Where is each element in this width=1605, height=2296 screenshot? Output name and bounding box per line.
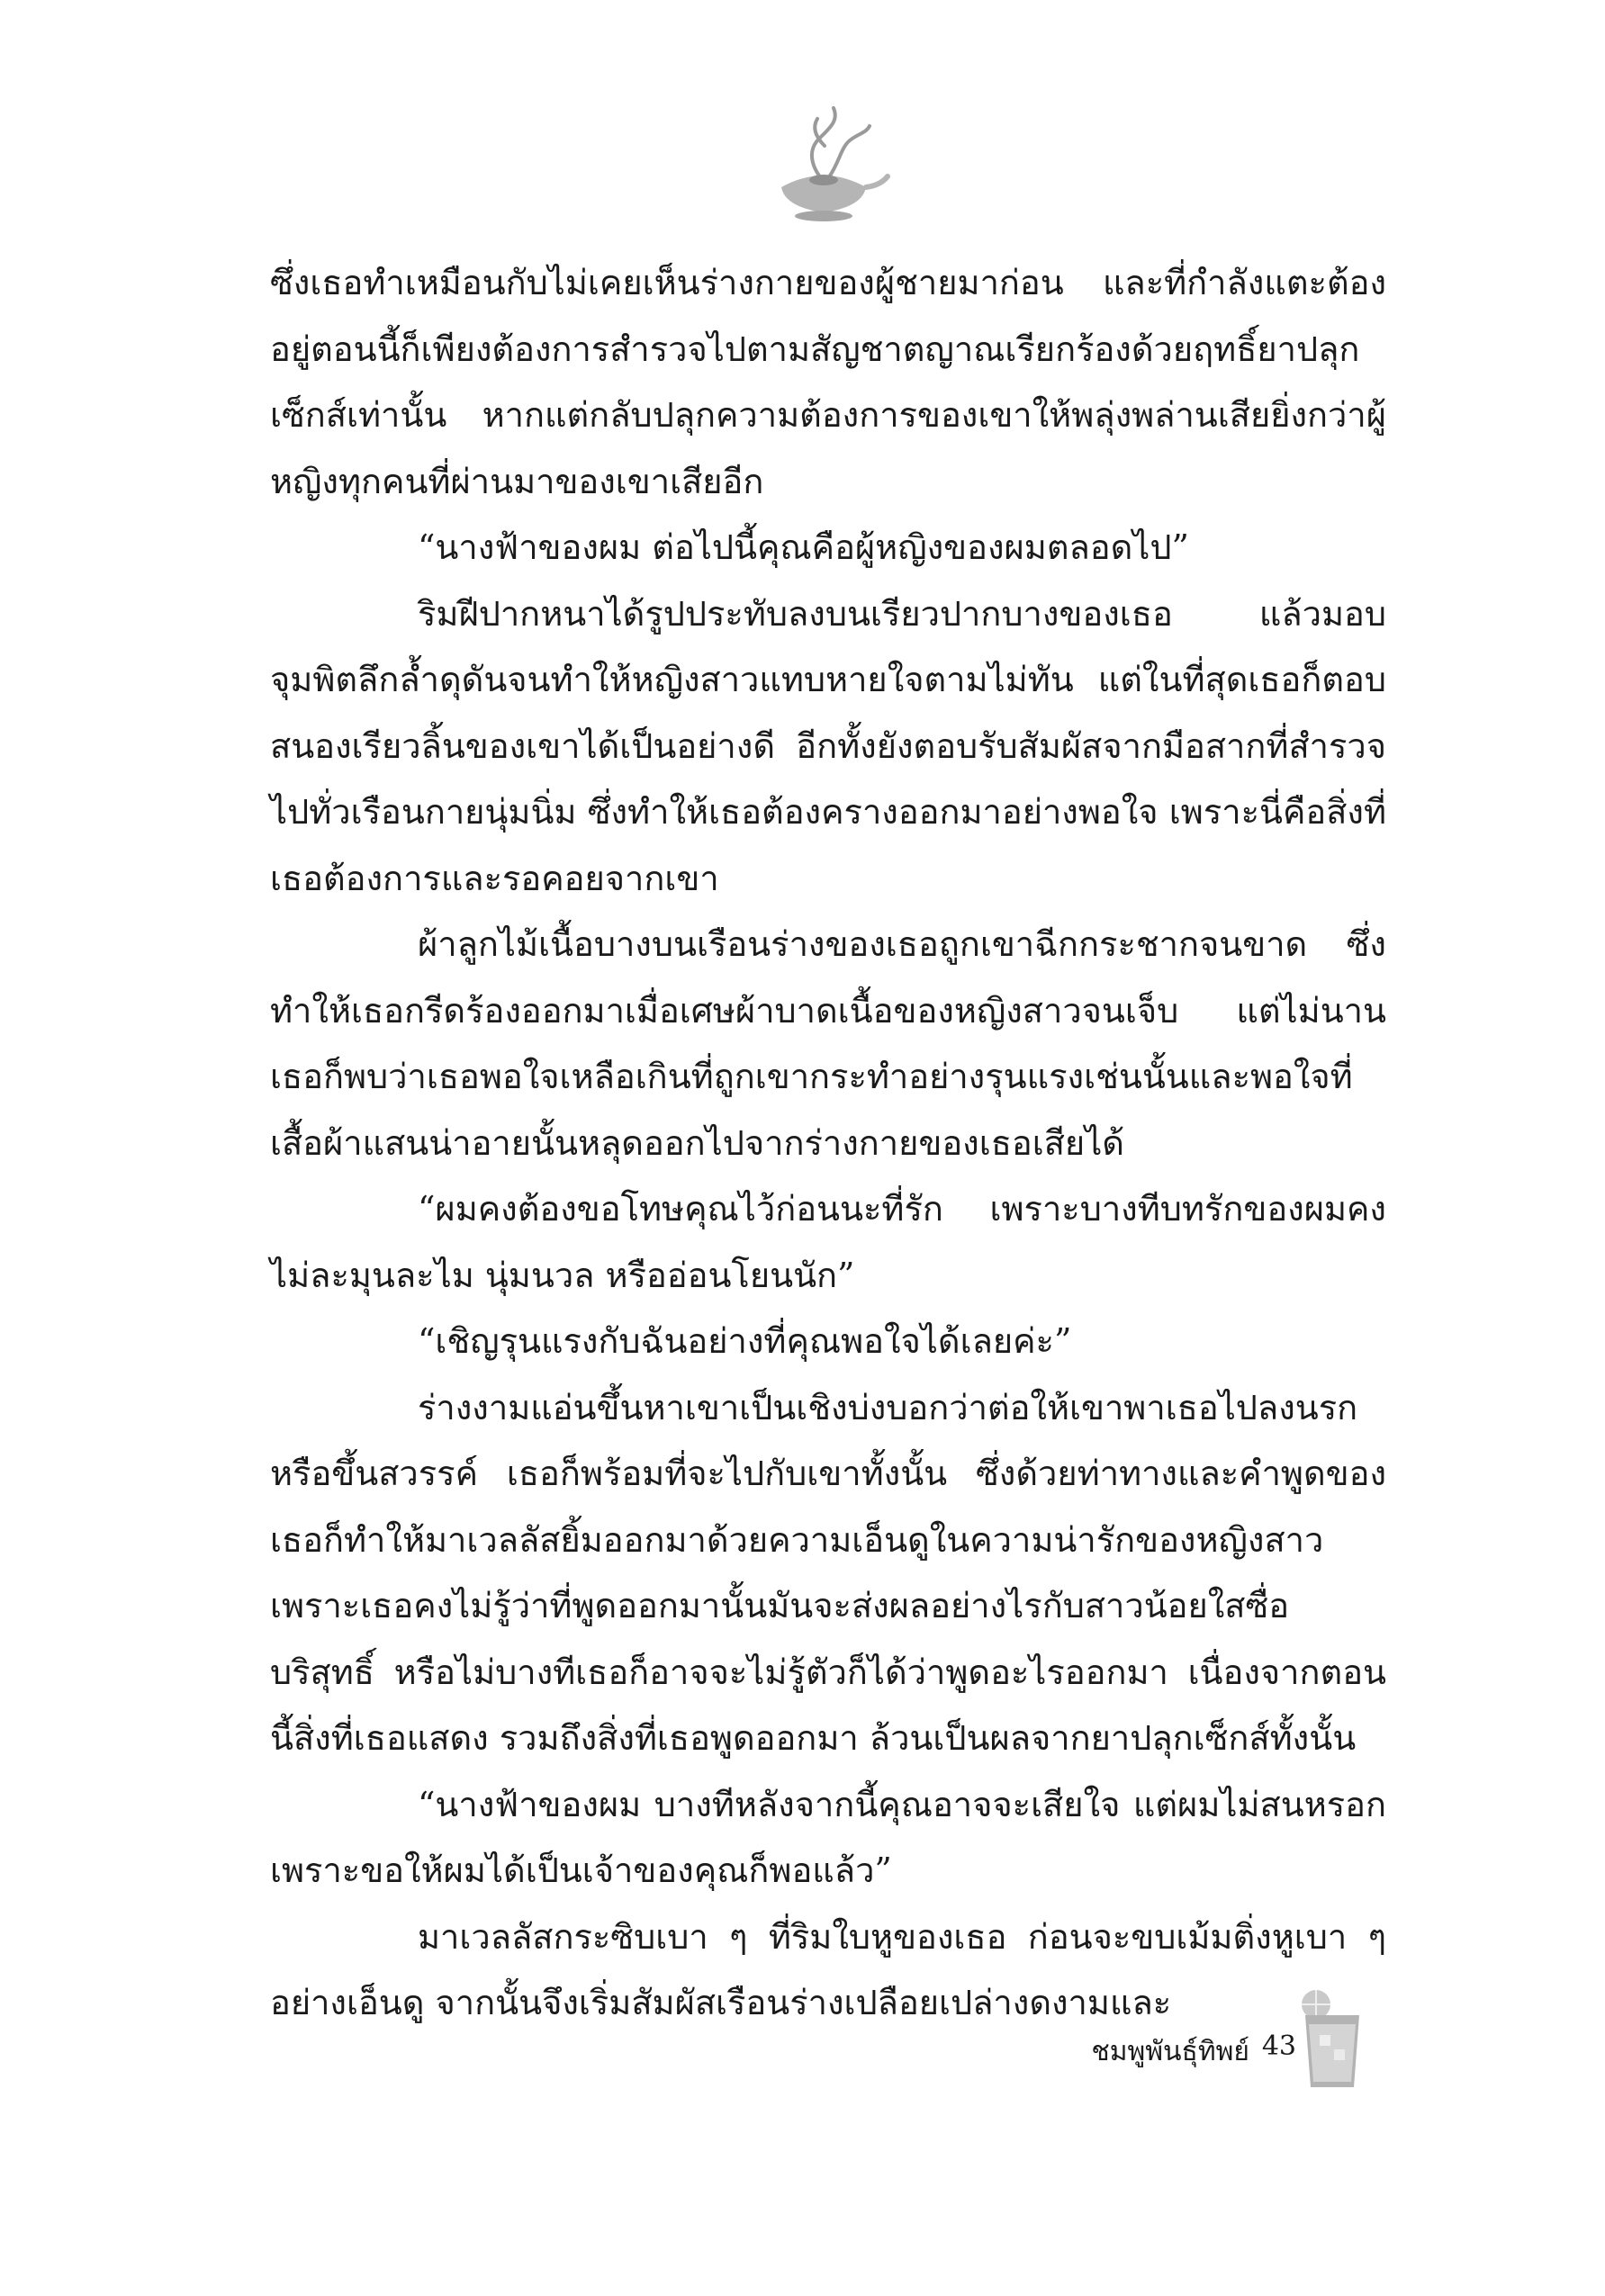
glass-of-juice-icon [1296, 1985, 1368, 2093]
paragraph: ร่างงามแอ่นขึ้นหาเขาเป็นเชิงบ่งบอกว่าต่อให้เขาพาเธอไปลงนรกหรือขึ้นสวรรค์ เธอก็พร้อมที่จะไปกับเขาทั้งนั้น ซึ่งด้วยท่าทางและคำพูดของเธอก็ทำให้มาเวลลัสยิ้มออกมาด้วยความเอ็นดูในความน่ารักของหญิงสาว เพราะเธอคงไม่รู้ว่าที่พูดออกมานั้นมันจะส่งผลอย่างไรกับสาวน้อยใสซื่อบริสุทธิ์ หรือไม่บางทีเธอก็อาจจะไม่รู้ตัวก็ได้ว่าพูดอะไรออกมา เนื่องจากตอนนี้สิ่งที่เธอแสดง รวมถึงสิ่งที่เธอพูดออกมา ล้วนเป็นผลจากยาปลุกเซ็กส์ทั้งนั้น [270, 1387, 1386, 1758]
page-number: 43 [1261, 2030, 1296, 2062]
paragraph-dialogue: “นางฟ้าของผม บางทีหลังจากนี้คุณอาจจะเสียใจ แต่ผมไม่สนหรอก เพราะขอให้ผมได้เป็นเจ้าของคุณก็พอแล้ว” [270, 1784, 1386, 1890]
book-title: ชมพูพันธุ์ทิพย์ [1091, 2036, 1249, 2067]
page-footer [900, 2007, 1350, 2088]
paragraph: ริมฝีปากหนาได้รูปประทับลงบนเรียวปากบางของเธอ แล้วมอบจุมพิตลึกล้ำดุดันจนทำให้หญิงสาวแทบหายใจตามไม่ทัน แต่ในที่สุดเธอก็ตอบสนองเรียวลิ้นของเขาได้เป็นอย่างดี อีกทั้งยังตอบรับสัมผัสจากมือสากที่สำรวจไปทั่วเรือนกายนุ่มนิ่ม ซึ่งทำให้เธอต้องครางออกมาอย่างพอใจ เพราะนี่คือสิ่งที่เธอต้องการและรอคอยจากเขา [270, 593, 1386, 898]
paragraph: ผ้าลูกไม้เนื้อบางบนเรือนร่างของเธอถูกเขาฉีกกระชากจนขาด ซึ่งทำให้เธอกรีดร้องออกมาเมื่อเศษผ้าบาดเนื้อของหญิงสาวจนเจ็บ แต่ไม่นานเธอก็พบว่าเธอพอใจเหลือเกินที่ถูกเขากระทำอย่างรุนแรงเช่นนั้นและพอใจที่เสื้อผ้าแสนน่าอายนั้นหลุดออกไปจากร่างกายของเธอเสียได้ [270, 924, 1386, 1163]
paragraph-dialogue: “ผมคงต้องขอโทษคุณไว้ก่อนนะที่รัก เพราะบางทีบทรักของผมคงไม่ละมุนละไม นุ่มนวล หรืออ่อนโยนนัก” [270, 1189, 1386, 1295]
paragraph: มาเวลลัสกระซิบเบา ๆ ที่ริมใบหูของเธอ ก่อนจะขบเม้มติ่งหูเบา ๆ อย่างเอ็นดู จากนั้นจึงเริ่มสัมผัสเรือนร่างเปลือยเปล่างดงามและ [270, 1916, 1386, 2022]
body-text [270, 250, 1386, 2037]
paragraph-dialogue: “นางฟ้าของผม ต่อไปนี้คุณคือผู้หญิงของผมตลอดไป” [418, 527, 1189, 567]
paragraph: ซึ่งเธอทำเหมือนกับไม่เคยเห็นร่างกายของผู้ชายมาก่อน และที่กำลังแตะต้องอยู่ตอนนี้ก็เพียงต้องการสำรวจไปตามสัญชาตญาณเรียกร้องด้วยฤทธิ์ยาปลุกเซ็กส์เท่านั้น หากแต่กลับปลุกความต้องการของเขาให้พลุ่งพล่านเสียยิ่งกว่าผู้หญิงทุกคนที่ผ่านมาของเขาเสียอีก [270, 263, 1386, 501]
teapot-genie-icon [756, 101, 891, 227]
paragraph-dialogue: “เชิญรุนแรงกับฉันอย่างที่คุณพอใจได้เลยค่ะ” [418, 1321, 1072, 1361]
